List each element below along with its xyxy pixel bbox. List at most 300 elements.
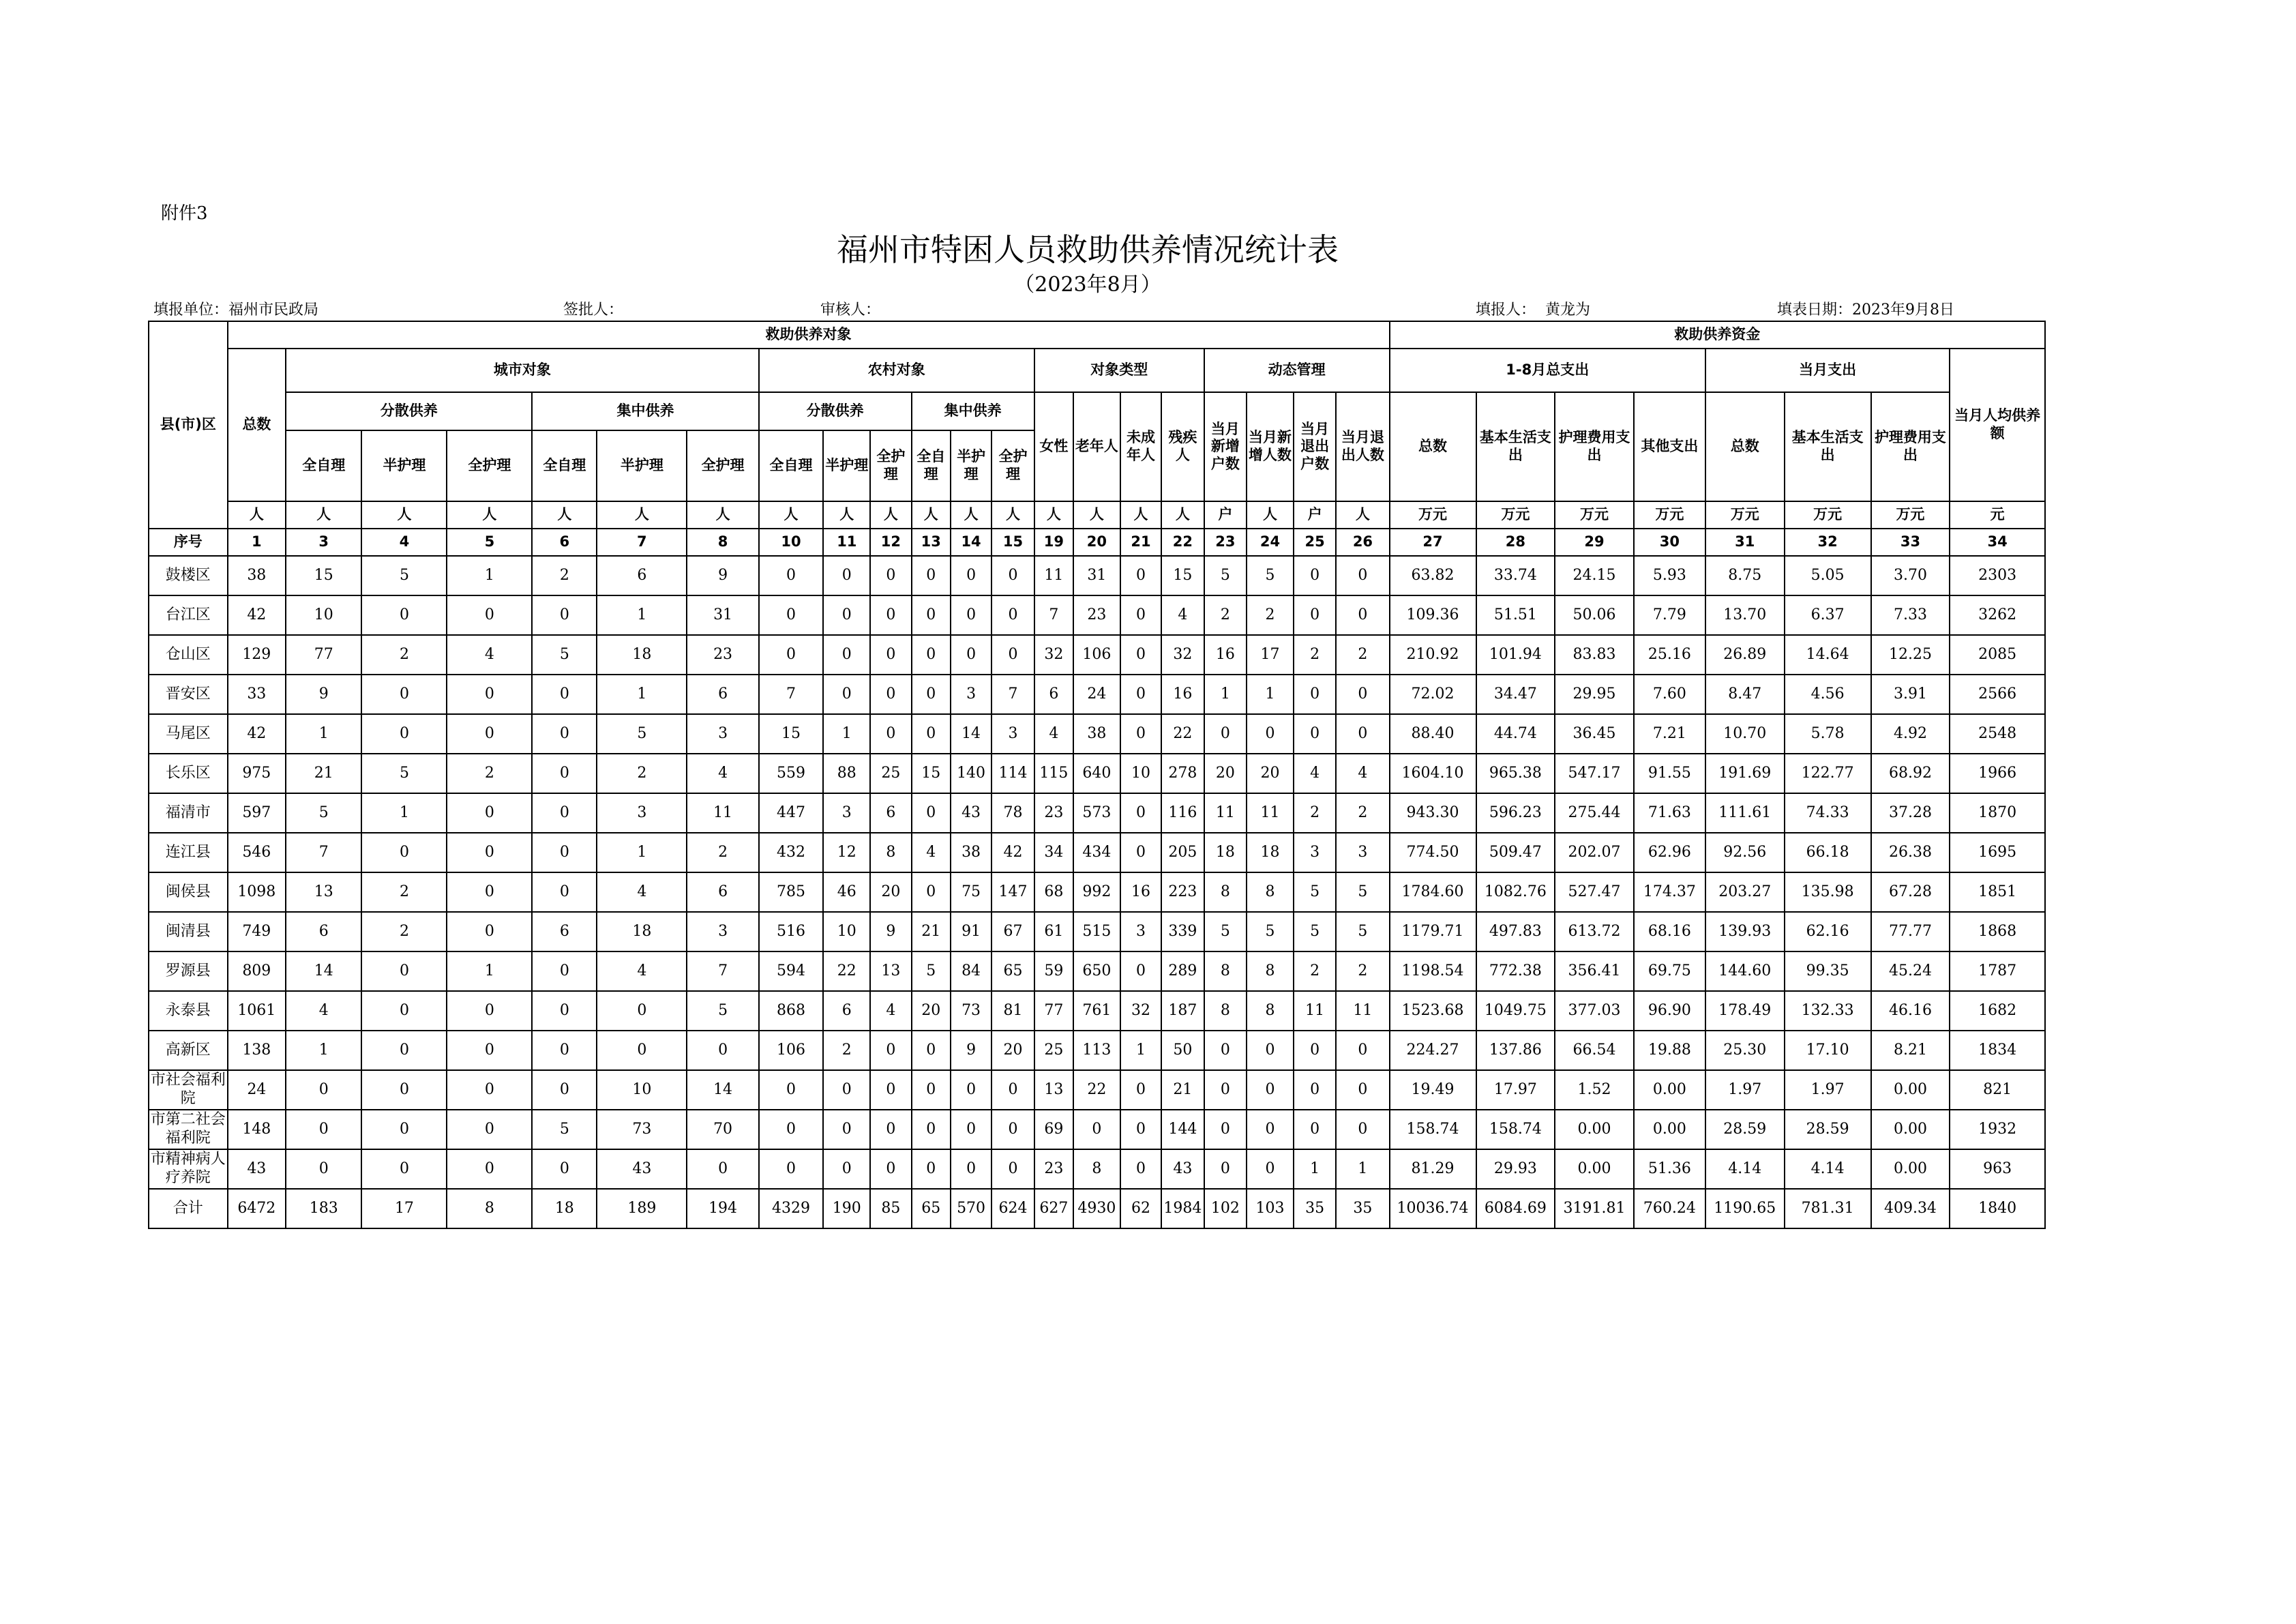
data-cell: 509.47 [1476, 833, 1555, 872]
per-capita-header: 当月人均供养额 [1950, 349, 2045, 501]
table-row [149, 1149, 2045, 1189]
data-cell: 0 [1120, 714, 1161, 754]
data-cell: 0 [912, 556, 951, 595]
data-cell: 6 [823, 991, 870, 1031]
data-cell: 4.14 [1785, 1149, 1871, 1189]
table-row [149, 912, 2045, 951]
data-cell: 5 [1294, 912, 1336, 951]
data-cell: 33.74 [1476, 556, 1555, 595]
seq-cell: 10 [759, 529, 824, 556]
table-row [149, 1110, 2045, 1149]
data-cell: 0 [286, 1110, 361, 1149]
data-cell: 0 [447, 793, 532, 833]
data-cell: 0 [951, 1110, 992, 1149]
data-cell: 101.94 [1476, 635, 1555, 675]
data-cell: 546 [228, 833, 286, 872]
table-row [149, 556, 2045, 595]
unit-cell: 人 [687, 501, 758, 529]
data-cell: 0 [1336, 595, 1389, 635]
seq-cell: 23 [1204, 529, 1247, 556]
data-cell: 34 [1034, 833, 1073, 872]
data-cell: 71.63 [1634, 793, 1705, 833]
month-total-header: 总数 [1705, 392, 1785, 501]
data-cell: 10 [1120, 754, 1161, 793]
data-cell: 210.92 [1390, 635, 1476, 675]
ytd-care-header: 护理费用支出 [1555, 392, 1634, 501]
data-cell: 4 [1294, 754, 1336, 793]
ytd-other-header: 其他支出 [1634, 392, 1705, 501]
rural-centralized-full-care-header: 全护理 [992, 430, 1034, 501]
data-cell: 0 [532, 793, 597, 833]
data-cell: 0 [447, 714, 532, 754]
data-cell: 4 [286, 991, 361, 1031]
data-cell: 1190.65 [1705, 1189, 1785, 1228]
data-cell: 32 [1161, 635, 1204, 675]
unit-cell: 人 [1034, 501, 1073, 529]
data-cell: 6084.69 [1476, 1189, 1555, 1228]
data-cell: 4 [870, 991, 911, 1031]
data-cell: 0 [759, 595, 824, 635]
data-cell: 4.92 [1871, 714, 1950, 754]
data-cell: 943.30 [1390, 793, 1476, 833]
data-cell: 447 [759, 793, 824, 833]
data-cell: 0 [447, 1031, 532, 1070]
data-cell: 1840 [1950, 1189, 2045, 1228]
data-cell: 774.50 [1390, 833, 1476, 872]
data-cell: 77 [1034, 991, 1073, 1031]
data-cell: 0.00 [1871, 1070, 1950, 1110]
data-cell: 13 [1034, 1070, 1073, 1110]
data-cell: 3 [687, 714, 758, 754]
data-cell: 1.52 [1555, 1070, 1634, 1110]
data-cell: 16 [1204, 635, 1247, 675]
data-cell: 16 [1161, 675, 1204, 714]
data-cell: 2 [1294, 793, 1336, 833]
seq-cell: 8 [687, 529, 758, 556]
data-cell: 627 [1034, 1189, 1073, 1228]
unit-cell: 人 [1073, 501, 1120, 529]
data-cell: 23 [1034, 1149, 1073, 1189]
data-cell: 0 [1120, 1110, 1161, 1149]
data-cell: 12.25 [1871, 635, 1950, 675]
data-cell: 31 [687, 595, 758, 635]
data-cell: 5.78 [1785, 714, 1871, 754]
data-cell: 0 [912, 872, 951, 912]
unit-cell: 人 [597, 501, 687, 529]
data-cell: 9 [687, 556, 758, 595]
data-cell: 31 [1073, 556, 1120, 595]
data-cell: 0 [447, 833, 532, 872]
data-cell: 10 [597, 1070, 687, 1110]
data-cell: 140 [951, 754, 992, 793]
data-cell: 84 [951, 951, 992, 991]
data-cell: 0 [1336, 556, 1389, 595]
data-cell: 6 [597, 556, 687, 595]
data-cell: 4 [1034, 714, 1073, 754]
data-cell: 50.06 [1555, 595, 1634, 635]
county-name: 市社会福利院 [149, 1070, 228, 1110]
data-cell: 821 [1950, 1070, 2045, 1110]
data-cell: 114 [992, 754, 1034, 793]
data-cell: 0 [532, 1149, 597, 1189]
data-cell: 99.35 [1785, 951, 1871, 991]
rural-dispersed-full-care-header: 全护理 [870, 430, 911, 501]
data-cell: 0 [361, 833, 447, 872]
data-cell: 781.31 [1785, 1189, 1871, 1228]
data-cell: 0 [992, 1110, 1034, 1149]
table-row [149, 1070, 2045, 1110]
data-cell: 0 [1120, 635, 1161, 675]
data-cell: 1179.71 [1390, 912, 1476, 951]
data-cell: 1984 [1161, 1189, 1204, 1228]
data-cell: 0 [597, 1031, 687, 1070]
table-row [149, 1031, 2045, 1070]
data-cell: 2566 [1950, 675, 2045, 714]
data-cell: 8 [870, 833, 911, 872]
data-cell: 183 [286, 1189, 361, 1228]
data-cell: 2 [597, 754, 687, 793]
seq-cell: 32 [1785, 529, 1871, 556]
data-cell: 113 [1073, 1031, 1120, 1070]
data-cell: 1 [1294, 1149, 1336, 1189]
data-cell: 2 [1247, 595, 1294, 635]
data-cell: 594 [759, 951, 824, 991]
data-cell: 62.96 [1634, 833, 1705, 872]
data-cell: 6 [1034, 675, 1073, 714]
data-cell: 0 [532, 675, 597, 714]
data-cell: 18 [597, 635, 687, 675]
data-cell: 16 [1120, 872, 1161, 912]
data-cell: 0 [532, 1070, 597, 1110]
data-cell: 102 [1204, 1189, 1247, 1228]
data-cell: 202.07 [1555, 833, 1634, 872]
data-cell: 8.75 [1705, 556, 1785, 595]
data-cell: 0 [992, 595, 1034, 635]
data-cell: 4930 [1073, 1189, 1120, 1228]
data-cell: 2 [1336, 635, 1389, 675]
data-cell: 0 [1204, 1149, 1247, 1189]
data-cell: 37.28 [1871, 793, 1950, 833]
data-cell: 0 [759, 1149, 824, 1189]
data-cell: 25 [1034, 1031, 1073, 1070]
data-cell: 8.47 [1705, 675, 1785, 714]
urban-dispersed-header: 分散供养 [286, 392, 532, 430]
county-name: 闽侯县 [149, 872, 228, 912]
unit-cell: 人 [1120, 501, 1161, 529]
seq-cell: 22 [1161, 529, 1204, 556]
data-cell: 129 [228, 635, 286, 675]
data-cell: 194 [687, 1189, 758, 1228]
data-cell: 2 [687, 833, 758, 872]
disabled-header: 残疾人 [1161, 392, 1204, 501]
data-cell: 106 [759, 1031, 824, 1070]
urban-dispersed-semi-care-header: 半护理 [361, 430, 447, 501]
data-cell: 0 [823, 556, 870, 595]
table-row [149, 714, 2045, 754]
funds-header: 救助供养资金 [1390, 321, 2046, 349]
data-cell: 11 [1336, 991, 1389, 1031]
data-cell: 18 [597, 912, 687, 951]
data-cell: 0 [870, 1070, 911, 1110]
seq-cell: 6 [532, 529, 597, 556]
data-cell: 6 [532, 912, 597, 951]
data-cell: 339 [1161, 912, 1204, 951]
county-name: 长乐区 [149, 754, 228, 793]
county-name: 连江县 [149, 833, 228, 872]
data-cell: 0 [1204, 1110, 1247, 1149]
seq-cell: 25 [1294, 529, 1336, 556]
data-cell: 7.79 [1634, 595, 1705, 635]
data-cell: 43 [597, 1149, 687, 1189]
table-row [149, 675, 2045, 714]
urban-centralized-full-care-header: 全护理 [687, 430, 758, 501]
unit-cell: 人 [447, 501, 532, 529]
data-cell: 3 [1294, 833, 1336, 872]
data-cell: 596.23 [1476, 793, 1555, 833]
unit-cell: 人 [1247, 501, 1294, 529]
seq-cell: 13 [912, 529, 951, 556]
data-cell: 17 [1247, 635, 1294, 675]
data-cell: 7 [1034, 595, 1073, 635]
data-cell: 0 [951, 595, 992, 635]
data-cell: 0 [992, 1149, 1034, 1189]
data-cell: 0 [1120, 595, 1161, 635]
data-cell: 0 [447, 1110, 532, 1149]
data-cell: 14 [951, 714, 992, 754]
data-cell: 8 [1247, 991, 1294, 1031]
data-cell: 0 [361, 675, 447, 714]
reporter-field: 填报人： 黄龙为 [1476, 301, 1591, 319]
data-cell: 2 [361, 635, 447, 675]
data-cell: 3 [992, 714, 1034, 754]
data-cell: 5 [687, 991, 758, 1031]
month-spending-header: 当月支出 [1705, 349, 1950, 392]
unit-cell: 万元 [1476, 501, 1555, 529]
data-cell: 5 [361, 556, 447, 595]
county-name: 台江区 [149, 595, 228, 635]
table-row [149, 991, 2045, 1031]
data-cell: 29.93 [1476, 1149, 1555, 1189]
data-cell: 9 [951, 1031, 992, 1070]
data-cell: 0 [447, 675, 532, 714]
data-cell: 178.49 [1705, 991, 1785, 1031]
unit-cell: 人 [286, 501, 361, 529]
data-cell: 0 [992, 635, 1034, 675]
data-cell: 224.27 [1390, 1031, 1476, 1070]
data-cell: 72.02 [1390, 675, 1476, 714]
data-cell: 3 [687, 912, 758, 951]
data-cell: 3 [1336, 833, 1389, 872]
table-row [149, 833, 2045, 872]
data-cell: 1 [597, 833, 687, 872]
data-cell: 15 [286, 556, 361, 595]
data-cell: 5.05 [1785, 556, 1871, 595]
data-cell: 158.74 [1390, 1110, 1476, 1149]
data-cell: 0 [597, 991, 687, 1031]
rural-dispersed-header: 分散供养 [759, 392, 912, 430]
data-cell: 38 [1073, 714, 1120, 754]
data-cell: 21 [912, 912, 951, 951]
data-cell: 77 [286, 635, 361, 675]
data-cell: 0 [361, 1149, 447, 1189]
data-cell: 0 [1204, 1031, 1247, 1070]
data-cell: 20 [992, 1031, 1034, 1070]
county-name: 罗源县 [149, 951, 228, 991]
data-cell: 205 [1161, 833, 1204, 872]
data-cell: 432 [759, 833, 824, 872]
unit-cell: 人 [992, 501, 1034, 529]
data-cell: 8 [1204, 991, 1247, 1031]
data-cell: 515 [1073, 912, 1120, 951]
data-cell: 103 [1247, 1189, 1294, 1228]
data-cell: 0 [759, 1070, 824, 1110]
data-cell: 17.10 [1785, 1031, 1871, 1070]
data-cell: 10 [823, 912, 870, 951]
data-cell: 1523.68 [1390, 991, 1476, 1031]
seq-cell: 21 [1120, 529, 1161, 556]
data-cell: 0 [1120, 951, 1161, 991]
data-cell: 7.60 [1634, 675, 1705, 714]
data-cell: 0 [1294, 1070, 1336, 1110]
data-cell: 1061 [228, 991, 286, 1031]
dynamic-management-header: 动态管理 [1204, 349, 1390, 392]
data-cell: 0 [912, 793, 951, 833]
data-cell: 1082.76 [1476, 872, 1555, 912]
data-cell: 4 [912, 833, 951, 872]
data-cell: 5 [286, 793, 361, 833]
data-cell: 14 [687, 1070, 758, 1110]
data-cell: 68 [1034, 872, 1073, 912]
data-cell: 23 [1073, 595, 1120, 635]
data-cell: 0 [1294, 1110, 1336, 1149]
seq-cell: 15 [992, 529, 1034, 556]
data-cell: 68.16 [1634, 912, 1705, 951]
data-cell: 1 [1336, 1149, 1389, 1189]
data-cell: 0 [870, 675, 911, 714]
data-cell: 63.82 [1390, 556, 1476, 595]
data-cell: 1 [286, 1031, 361, 1070]
data-cell: 66.54 [1555, 1031, 1634, 1070]
data-cell: 8 [1204, 951, 1247, 991]
data-cell: 83.83 [1555, 635, 1634, 675]
data-cell: 15 [759, 714, 824, 754]
data-cell: 147 [992, 872, 1034, 912]
unit-cell: 人 [912, 501, 951, 529]
data-cell: 91.55 [1634, 754, 1705, 793]
data-cell: 0 [532, 754, 597, 793]
data-cell: 138 [228, 1031, 286, 1070]
data-cell: 1 [286, 714, 361, 754]
data-cell: 1784.60 [1390, 872, 1476, 912]
data-cell: 25.30 [1705, 1031, 1785, 1070]
data-cell: 75 [951, 872, 992, 912]
data-cell: 51.51 [1476, 595, 1555, 635]
data-cell: 289 [1161, 951, 1204, 991]
seq-cell: 29 [1555, 529, 1634, 556]
data-cell: 6 [870, 793, 911, 833]
data-cell: 0 [951, 635, 992, 675]
data-cell: 1604.10 [1390, 754, 1476, 793]
data-cell: 8 [447, 1189, 532, 1228]
data-cell: 0 [532, 1031, 597, 1070]
rural-centralized-header: 集中供养 [912, 392, 1034, 430]
data-cell: 1.97 [1705, 1070, 1785, 1110]
data-cell: 0 [447, 1070, 532, 1110]
data-cell: 42 [992, 833, 1034, 872]
data-cell: 70 [687, 1110, 758, 1149]
data-cell: 7.33 [1871, 595, 1950, 635]
urban-header: 城市对象 [286, 349, 759, 392]
data-cell: 12 [823, 833, 870, 872]
total-row [149, 1189, 2045, 1228]
data-cell: 2 [1294, 951, 1336, 991]
data-cell: 963 [1950, 1149, 2045, 1189]
data-cell: 0 [912, 1031, 951, 1070]
data-cell: 24.15 [1555, 556, 1634, 595]
data-cell: 65 [992, 951, 1034, 991]
data-cell: 597 [228, 793, 286, 833]
data-cell: 0 [1247, 1031, 1294, 1070]
exit-households-header: 当月退出户数 [1294, 392, 1336, 501]
unit-cell: 户 [1204, 501, 1247, 529]
data-cell: 0 [532, 872, 597, 912]
data-cell: 0 [1336, 675, 1389, 714]
data-cell: 4 [1336, 754, 1389, 793]
data-cell: 74.33 [1785, 793, 1871, 833]
data-cell: 77.77 [1871, 912, 1950, 951]
data-cell: 0 [1336, 1110, 1389, 1149]
data-cell: 0 [1336, 714, 1389, 754]
county-name: 市第二社会福利院 [149, 1110, 228, 1149]
fill-date: 填表日期：2023年9月8日 [1777, 301, 1954, 319]
data-cell: 19.49 [1390, 1070, 1476, 1110]
data-cell: 0 [870, 1110, 911, 1149]
data-cell: 0 [361, 1110, 447, 1149]
data-cell: 0 [759, 635, 824, 675]
ytd-basic-header: 基本生活支出 [1476, 392, 1555, 501]
data-cell: 14 [286, 951, 361, 991]
data-cell: 25 [870, 754, 911, 793]
seq-cell: 4 [361, 529, 447, 556]
data-cell: 0 [1247, 714, 1294, 754]
data-cell: 15 [912, 754, 951, 793]
data-cell: 91 [951, 912, 992, 951]
data-cell: 0 [286, 1149, 361, 1189]
data-cell: 0 [687, 1149, 758, 1189]
county-name: 马尾区 [149, 714, 228, 754]
seq-cell: 3 [286, 529, 361, 556]
data-cell: 0 [286, 1070, 361, 1110]
new-households-header: 当月新增户数 [1204, 392, 1247, 501]
data-cell: 0 [870, 556, 911, 595]
data-cell: 409.34 [1871, 1189, 1950, 1228]
data-cell: 191.69 [1705, 754, 1785, 793]
data-cell: 0 [951, 556, 992, 595]
data-cell: 33 [228, 675, 286, 714]
new-people-header: 当月新增人数 [1247, 392, 1294, 501]
data-cell: 65 [912, 1189, 951, 1228]
data-cell: 78 [992, 793, 1034, 833]
data-cell: 5 [912, 951, 951, 991]
data-cell: 73 [951, 991, 992, 1031]
data-cell: 26.89 [1705, 635, 1785, 675]
data-cell: 0 [447, 595, 532, 635]
data-cell: 0 [951, 1149, 992, 1189]
data-cell: 0 [361, 595, 447, 635]
data-cell: 5 [1336, 872, 1389, 912]
unit-cell: 人 [361, 501, 447, 529]
ytd-total-header: 总数 [1390, 392, 1476, 501]
